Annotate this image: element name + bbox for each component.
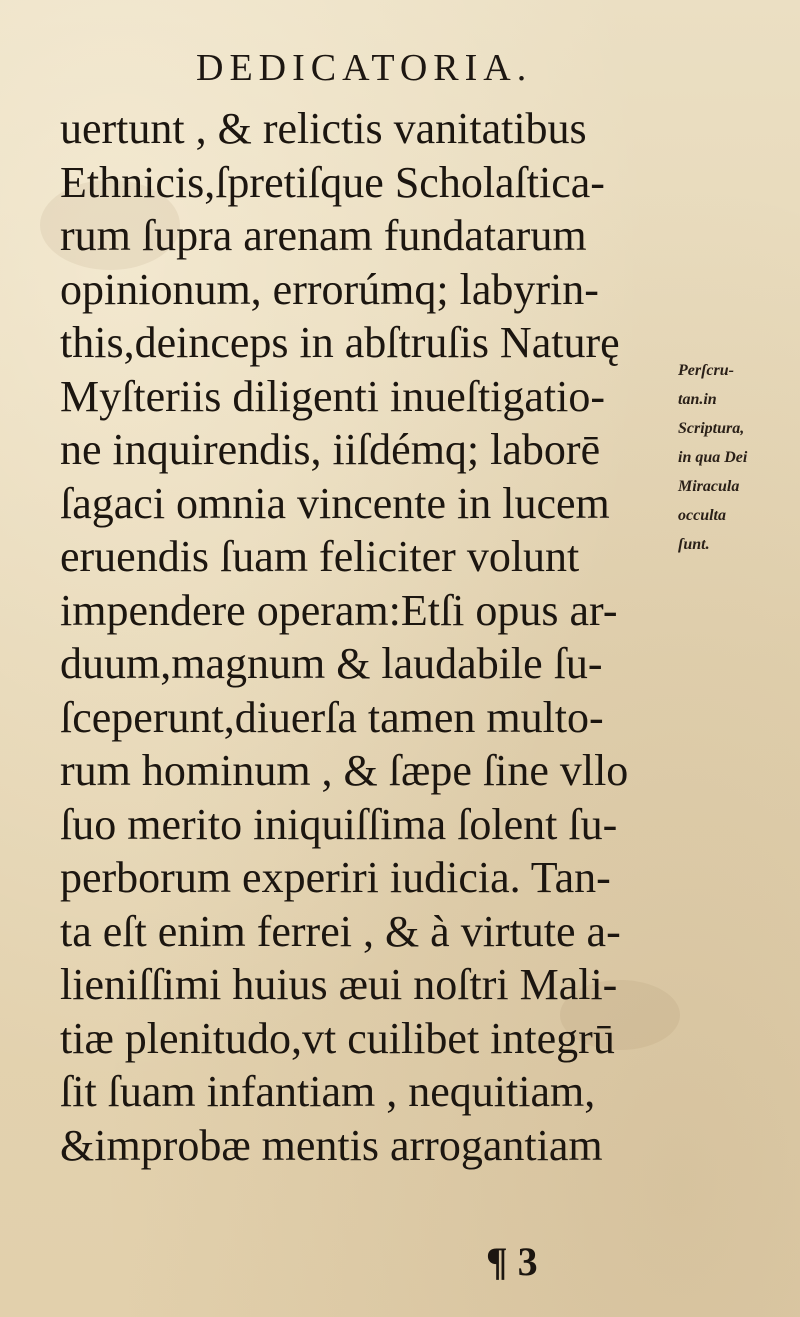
text-line: ta eſt enim ferrei , & à virtute a- [60, 906, 621, 956]
text-line: ne inquirendis, iiſdémq; laborē [60, 425, 601, 474]
text-line: this,deinceps in abſtruſis Naturę [60, 318, 620, 367]
text-line: Myſteriis diligenti inueſtigatio- [60, 371, 606, 421]
signature-mark: ¶ 3 [486, 1239, 538, 1284]
marginal-note-line: in qua Dei [678, 449, 748, 466]
text-line: ſceperunt,diuerſa tamen multo- [60, 692, 604, 742]
text-line: &improbæ mentis arrogantiam [60, 1120, 603, 1170]
marginal-note [678, 356, 788, 559]
text-block [60, 102, 660, 1172]
marginal-note-line: Miracula [678, 478, 740, 495]
running-head: DEDICATORIA. [196, 47, 533, 89]
marginal-note-line: Scriptura, [678, 420, 745, 437]
text-line: rum hominum , & ſæpe ſine vllo [60, 746, 629, 795]
text-line: eruendis ſuam feliciter volunt [60, 532, 580, 581]
marginal-note-line: tan.in [678, 391, 717, 408]
text-line: perborum experiri iudicia. Tan- [60, 853, 611, 902]
text-line: tiæ plenitudo,vt cuilibet integrū [60, 1013, 615, 1063]
marginal-note-line: occulta [678, 507, 726, 524]
text-line: Ethnicis,ſpretiſque Scholaſtica- [60, 157, 605, 207]
marginal-note-line: ſunt. [678, 536, 710, 553]
text-line: impendere operam:Etſi opus ar- [60, 585, 618, 635]
text-line: ſit ſuam infantiam , nequitiam, [60, 1067, 596, 1116]
text-line: duum,magnum & laudabile ſu- [60, 639, 603, 688]
text-line: uertunt , & relictis vanitatibus [60, 104, 587, 153]
text-line: lieniſſimi huius æui noſtri Mali- [60, 960, 618, 1009]
text-line: rum ſupra arenam fundatarum [60, 211, 587, 260]
text-line: ſagaci omnia vincente in lucem [60, 478, 610, 528]
marginal-note-line: Perſcru- [678, 362, 734, 379]
text-line: opinionum, errorúmq; labyrin- [60, 264, 599, 314]
text-line: ſuo merito iniquiſſima ſolent ſu- [60, 799, 618, 849]
